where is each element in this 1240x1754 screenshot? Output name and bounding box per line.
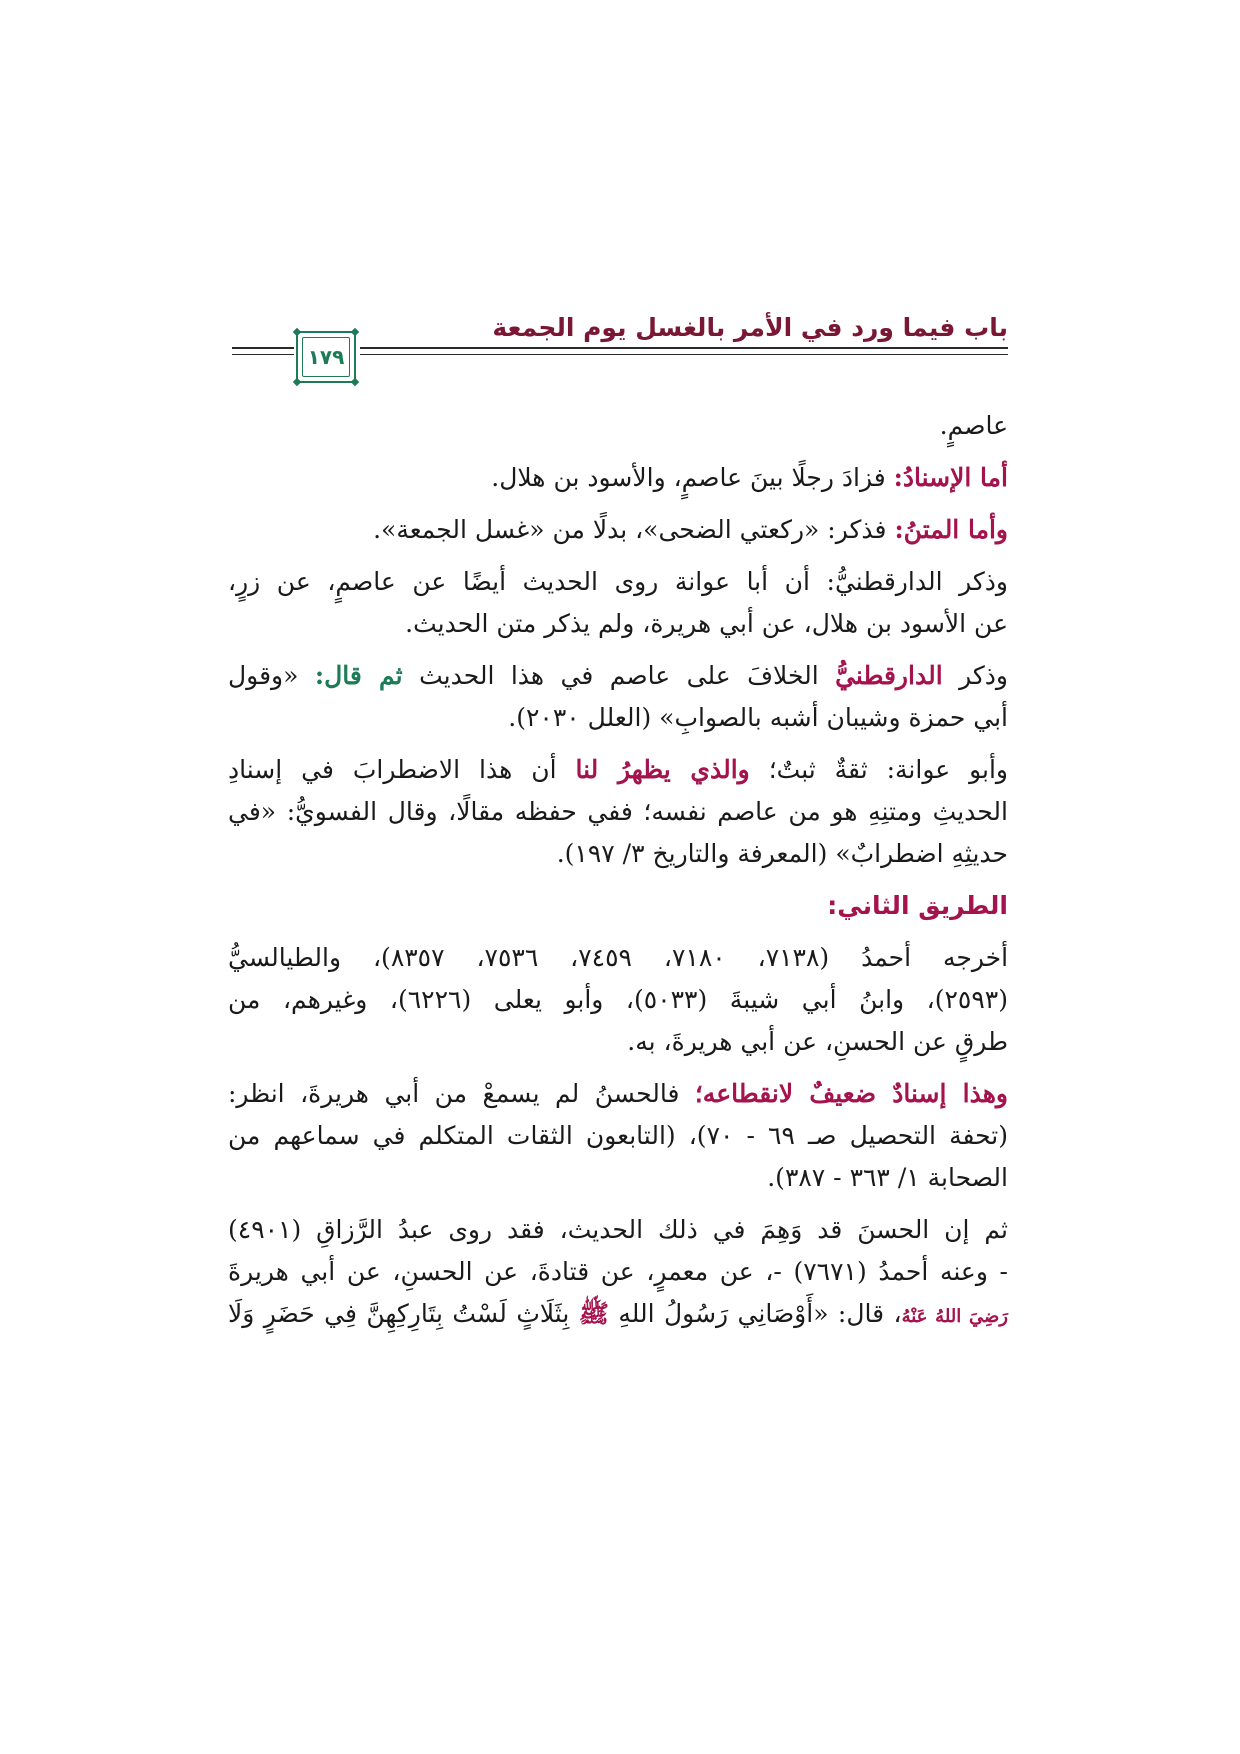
highlight-daraqutni: الدارقطنيُّ: [835, 661, 943, 690]
text-span: «وقول: [228, 661, 315, 690]
frame-corner-ornament: [351, 328, 359, 336]
text-line: عاصمٍ.: [939, 411, 1008, 440]
label-isnad: أما الإسنادُ:: [893, 463, 1008, 492]
text-line: [228, 655, 1008, 697]
highlight-weak-isnad: وهذا إسنادٌ ضعيفٌ لانقطاعه؛: [694, 1079, 1008, 1108]
text-span: أن هذا الاضطرابَ في إسنادِ: [228, 755, 576, 784]
running-header-title: باب فيما ورد في الأمر بالغسل يوم الجمعة: [492, 313, 1008, 342]
salawat-glyph: ﷺ: [578, 1299, 609, 1328]
text-line: عن الأسود بن هلال، عن أبي هريرة، ولم يذكر متن الحديث.: [405, 609, 1008, 638]
text-line: - وعنه أحمدُ (٧٦٧١) -، عن معمرٍ، عن قتادةَ، عن الحسنِ، عن أبي هريرةَ: [228, 1257, 1008, 1286]
section-heading: الطريق الثاني:: [827, 891, 1008, 920]
text-span: فالحسنُ لم يسمعْ من أبي هريرةَ، انظر:: [228, 1079, 695, 1108]
page-number-frame: [296, 331, 356, 383]
header-rule-right-top: [360, 347, 1008, 349]
text-line: طرقٍ عن الحسنِ، عن أبي هريرةَ، به.: [627, 1027, 1008, 1056]
header-rule-right-bottom: [360, 354, 1008, 355]
text-span: فزادَ رجلًا بينَ عاصمٍ، والأسود بن هلال.: [491, 463, 894, 492]
frame-corner-ornament: [351, 378, 359, 386]
text-line: الصحابة ١/ ٣٦٣ - ٣٨٧).: [767, 1163, 1008, 1192]
frame-corner-ornament: [293, 328, 301, 336]
frame-corner-ornament: [293, 378, 301, 386]
text-line: أخرجه أحمدُ (٧١٣٨، ٧١٨٠، ٧٤٥٩، ٧٥٣٦، ٨٣٥٧)، والطيالسيُّ: [228, 943, 1009, 972]
text-line: أبي حمزة وشيبان أشبه بالصوابِ» (العلل ٢٠٣٠).: [508, 703, 1008, 732]
page-number: ١٧٩: [307, 345, 345, 369]
text-span: الخلافَ على عاصم في هذا الحديث: [402, 661, 836, 690]
text-line: (٢٥٩٣)، وابنُ أبي شيبةَ (٥٠٣٣)، وأبو يعلى (٦٢٢٦)، وغيرهم، من: [228, 985, 1008, 1014]
page-body: [228, 405, 1008, 1335]
text-line: [228, 1073, 1008, 1115]
text-line: وذكر الدارقطنيُّ: أن أبا عوانة روى الحديث أيضًا عن عاصمٍ، عن زرٍ،: [228, 567, 1008, 596]
highlight-thumma-qal: ثم قال:: [314, 661, 403, 690]
text-line: [228, 749, 1008, 791]
text-line: ثم إن الحسنَ قد وَهِمَ في ذلك الحديث، فقد روى عبدُ الرَّزاقِ (٤٩٠١): [228, 1215, 1008, 1244]
label-matn: وأما المتنُ:: [894, 515, 1008, 544]
text-line: [228, 509, 1008, 551]
text-span: وأبو عوانة: ثقةٌ ثبتٌ؛: [749, 755, 1008, 784]
text-line: حديثِهِ اضطرابٌ» (المعرفة والتاريخ ٣/ ١٩٧).: [556, 839, 1008, 868]
text-span: فذكر: «ركعتي الضحى»، بدلًا من «غسل الجمعة».: [373, 515, 895, 544]
header-rule-left-top: [232, 347, 294, 349]
text-line: الحديثِ ومتنِهِ هو من عاصم نفسه؛ ففي حفظه مقالًا، وقال الفسويُّ: «في: [228, 797, 1008, 826]
highlight-alladhi-yazharu: والذي يظهرُ لنا: [575, 755, 750, 784]
text-line: [228, 1293, 1008, 1335]
text-span: وذكر: [942, 661, 1008, 690]
text-line: [228, 457, 1008, 499]
text-line: (تحفة التحصيل صـ ٦٩ - ٧٠)، (التابعون الثقات المتكلم في سماعهم من: [228, 1121, 1008, 1150]
text-span: بِثَلَاثٍ لَسْتُ بِتَارِكِهِنَّ فِي حَضَرٍ وَلَا: [228, 1299, 579, 1328]
header-rule-left-bottom: [232, 354, 294, 355]
radiallahu-anhu-glyph: رَضِيَ اللهُ عَنْهُ: [901, 1306, 1008, 1327]
text-span: ، قال: «أَوْصَانِي رَسُولُ اللهِ: [608, 1299, 902, 1328]
